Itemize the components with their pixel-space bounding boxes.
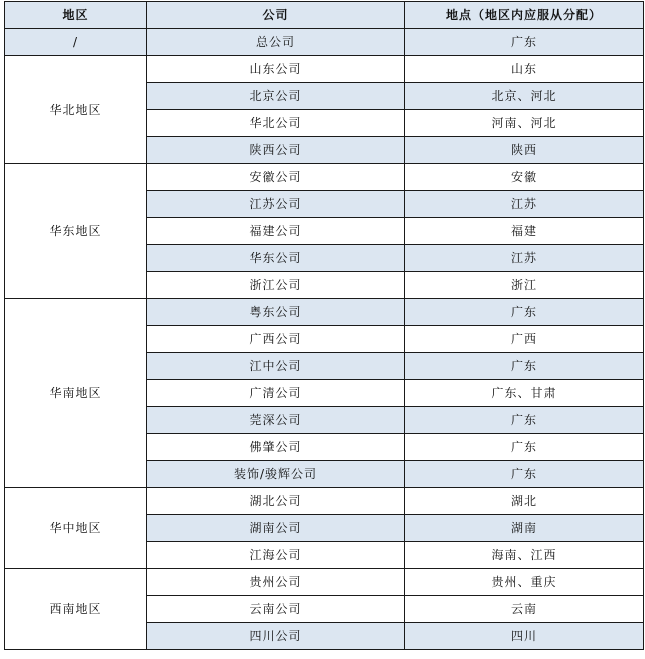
company-cell: 山东公司 (147, 56, 405, 83)
region-cell: / (5, 29, 147, 56)
location-cell: 广东、甘肃 (405, 380, 644, 407)
company-cell: 福建公司 (147, 218, 405, 245)
region-cell: 华东地区 (5, 164, 147, 299)
region-cell: 华北地区 (5, 56, 147, 164)
company-cell: 湖北公司 (147, 488, 405, 515)
company-cell: 江中公司 (147, 353, 405, 380)
location-cell: 广东 (405, 434, 644, 461)
company-cell: 粤东公司 (147, 299, 405, 326)
company-cell: 四川公司 (147, 623, 405, 650)
location-cell: 北京、河北 (405, 83, 644, 110)
location-cell: 广东 (405, 299, 644, 326)
company-cell: 江海公司 (147, 542, 405, 569)
location-cell: 浙江 (405, 272, 644, 299)
location-cell: 河南、河北 (405, 110, 644, 137)
header-row (5, 2, 644, 29)
header-company: 公司 (147, 2, 405, 29)
table-row (5, 164, 644, 191)
location-cell: 江苏 (405, 191, 644, 218)
location-cell: 湖北 (405, 488, 644, 515)
table-row (5, 29, 644, 56)
table-row (5, 488, 644, 515)
location-cell: 广东 (405, 407, 644, 434)
location-cell: 四川 (405, 623, 644, 650)
table-row (5, 299, 644, 326)
company-cell: 华北公司 (147, 110, 405, 137)
location-cell: 安徽 (405, 164, 644, 191)
header-location: 地点（地区内应服从分配） (405, 2, 644, 29)
company-cell: 装饰/骏辉公司 (147, 461, 405, 488)
location-cell: 山东 (405, 56, 644, 83)
company-cell: 江苏公司 (147, 191, 405, 218)
company-cell: 华东公司 (147, 245, 405, 272)
table-row (5, 569, 644, 596)
company-cell: 莞深公司 (147, 407, 405, 434)
company-cell: 浙江公司 (147, 272, 405, 299)
company-cell: 陕西公司 (147, 137, 405, 164)
company-cell: 湖南公司 (147, 515, 405, 542)
company-cell: 安徽公司 (147, 164, 405, 191)
location-cell: 广东 (405, 29, 644, 56)
company-cell: 广西公司 (147, 326, 405, 353)
region-cell: 华南地区 (5, 299, 147, 488)
location-cell: 广东 (405, 461, 644, 488)
company-cell: 云南公司 (147, 596, 405, 623)
location-cell: 云南 (405, 596, 644, 623)
region-cell: 西南地区 (5, 569, 147, 650)
company-cell: 佛肇公司 (147, 434, 405, 461)
location-cell: 广东 (405, 353, 644, 380)
location-cell: 海南、江西 (405, 542, 644, 569)
company-location-table (4, 1, 644, 650)
company-cell: 总公司 (147, 29, 405, 56)
location-cell: 江苏 (405, 245, 644, 272)
table-row (5, 56, 644, 83)
company-cell: 北京公司 (147, 83, 405, 110)
location-cell: 广西 (405, 326, 644, 353)
location-cell: 福建 (405, 218, 644, 245)
header-region: 地区 (5, 2, 147, 29)
location-cell: 湖南 (405, 515, 644, 542)
company-cell: 广清公司 (147, 380, 405, 407)
company-cell: 贵州公司 (147, 569, 405, 596)
location-cell: 贵州、重庆 (405, 569, 644, 596)
location-cell: 陕西 (405, 137, 644, 164)
region-cell: 华中地区 (5, 488, 147, 569)
